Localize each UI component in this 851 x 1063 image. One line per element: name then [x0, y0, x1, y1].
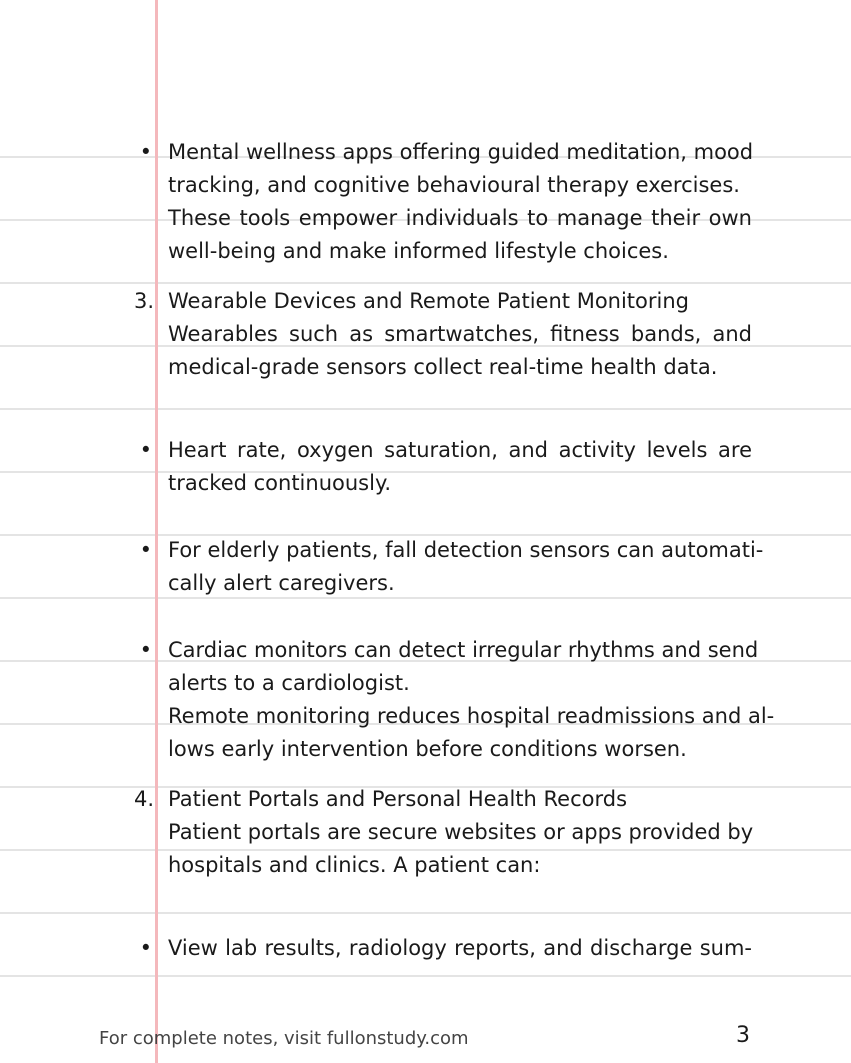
notebook-rule [0, 912, 851, 914]
text-line: Wearables such as smartwatches, fitness bands, and [168, 322, 752, 346]
text-line: These tools empower individuals to manage their own [168, 206, 752, 230]
bullet-marker: • [139, 638, 152, 662]
text-line: For elderly patients, fall detection sensors can automati- [168, 538, 764, 562]
text-line: Cardiac monitors can detect irregular rhythms and send [168, 638, 759, 662]
section-number: 3. [133, 289, 154, 313]
text-line: well-being and make informed lifestyle choices. [168, 239, 669, 263]
text-line: medical-grade sensors collect real-time health data. [168, 355, 718, 379]
notebook-rule [0, 408, 851, 410]
section-number: 4. [133, 787, 154, 811]
section-heading: Patient Portals and Personal Health Records [168, 787, 628, 811]
text-line: Patient portals are secure websites or apps provided by [168, 820, 754, 844]
notebook-rule [0, 282, 851, 284]
bullet-item-view-lab-results [168, 932, 752, 965]
bullet-item-fall-detection [168, 534, 764, 600]
text-line: Remote monitoring reduces hospital readmissions and al- [168, 704, 775, 728]
notebook-rule [0, 975, 851, 977]
text-line: tracked continuously. [168, 471, 392, 495]
bullet-item-cardiac-monitors [168, 634, 775, 766]
footer-note: For complete notes, visit fullonstudy.com [99, 1028, 469, 1049]
bullet-item-heart-rate [168, 434, 752, 500]
margin-line [155, 0, 158, 1063]
text-line: cally alert caregivers. [168, 571, 395, 595]
section-heading: Wearable Devices and Remote Patient Monitoring [168, 289, 690, 313]
section-patient-portals [168, 783, 752, 882]
bullet-item-mental-wellness [168, 136, 752, 268]
text-line: alerts to a cardiologist. [168, 671, 410, 695]
text-line: lows early intervention before conditions worsen. [168, 737, 687, 761]
section-wearable-devices [168, 285, 752, 384]
bullet-marker: • [139, 140, 152, 164]
bullet-marker: • [139, 936, 152, 960]
bullet-marker: • [139, 538, 152, 562]
text-line: hospitals and clinics. A patient can: [168, 853, 541, 877]
bullet-marker: • [139, 438, 152, 462]
text-line: Heart rate, oxygen saturation, and activity levels are [168, 438, 752, 462]
page-number: 3 [736, 1023, 750, 1048]
text-line: Mental wellness apps offering guided meditation, mood [168, 140, 754, 164]
text-line: tracking, and cognitive behavioural therapy exercises. [168, 173, 740, 197]
text-line: View lab results, radiology reports, and discharge sum- [168, 936, 752, 960]
